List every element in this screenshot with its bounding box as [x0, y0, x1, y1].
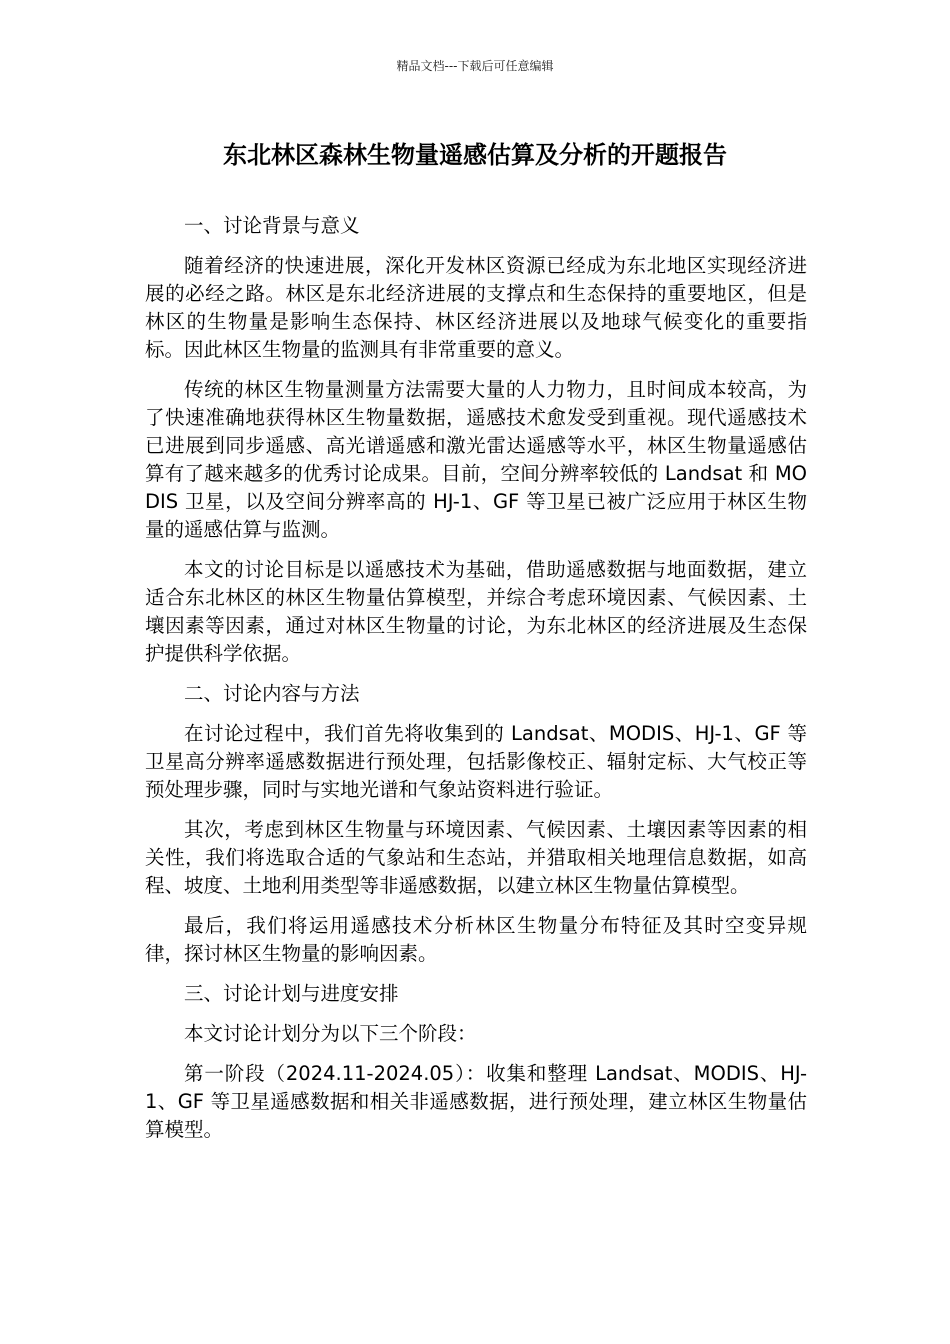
paragraph-background-2: 传统的林区生物量测量方法需要大量的人力物力，且时间成本较高，为了快速准确地获得林区生物量数据，遥感技术愈发受到重视。现代遥感技术已进展到同步遥感、高光谱遥感和激光雷达遥感等水平，林区生物量遥感估算有了越来越多的优秀讨论成果。目前，空间分辨率较低的 Landsat 和 MODIS 卫星，以及空间分辨率高的 HJ-1、GF 等卫星已被广泛应用于林区生物量的遥感估算与监测。 — [145, 378, 807, 541]
section-heading-schedule: 三、讨论计划与进度安排 — [184, 982, 399, 1005]
section-heading-methods: 二、讨论内容与方法 — [184, 682, 360, 705]
document-title: 东北林区森林生物量遥感估算及分析的开题报告 — [223, 141, 727, 169]
paragraph-background-1: 随着经济的快速进展，深化开发林区资源已经成为东北地区实现经济进展的必经之路。林区是东北经济进展的支撑点和生态保持的重要地区，但是林区的生物量是影响生态保持、林区经济进展以及地球气候变化的重要指标。因此林区生物量的监测具有非常重要的意义。 — [145, 254, 807, 361]
document-body — [145, 212, 807, 1156]
paragraph-methods-3: 最后，我们将运用遥感技术分析林区生物量分布特征及其时空变异规律，探讨林区生物量的影响因素。 — [145, 914, 807, 965]
paragraph-schedule-phase-1: 第一阶段（2024.11-2024.05）：收集和整理 Landsat、MODIS、HJ-1、GF 等卫星遥感数据和相关非遥感数据，进行预处理，建立林区生物量估算模型。 — [145, 1062, 807, 1141]
section-heading-background: 一、讨论背景与意义 — [184, 214, 360, 237]
page-header-note: 精品文档---下载后可任意编辑 — [396, 59, 554, 73]
paragraph-methods-2: 其次，考虑到林区生物量与环境因素、气候因素、土壤因素等因素的相关性，我们将选取合适的气象站和生态站，并猎取相关地理信息数据，如高程、坡度、土地利用类型等非遥感数据，以建立林区生物量估算模型。 — [145, 818, 807, 897]
paragraph-background-3: 本文的讨论目标是以遥感技术为基础，借助遥感数据与地面数据，建立适合东北林区的林区生物量估算模型，并综合考虑环境因素、气候因素、土壤因素等因素，通过对林区生物量的讨论，为东北林区的经济进展及生态保护提供科学依据。 — [145, 558, 807, 665]
paragraph-schedule-intro: 本文讨论计划分为以下三个阶段： — [184, 1022, 477, 1045]
paragraph-methods-1: 在讨论过程中，我们首先将收集到的 Landsat、MODIS、HJ-1、GF 等卫星高分辨率遥感数据进行预处理，包括影像校正、辐射定标、大气校正等预处理步骤，同时与实地光谱和气象站资料进行验证。 — [145, 722, 807, 801]
